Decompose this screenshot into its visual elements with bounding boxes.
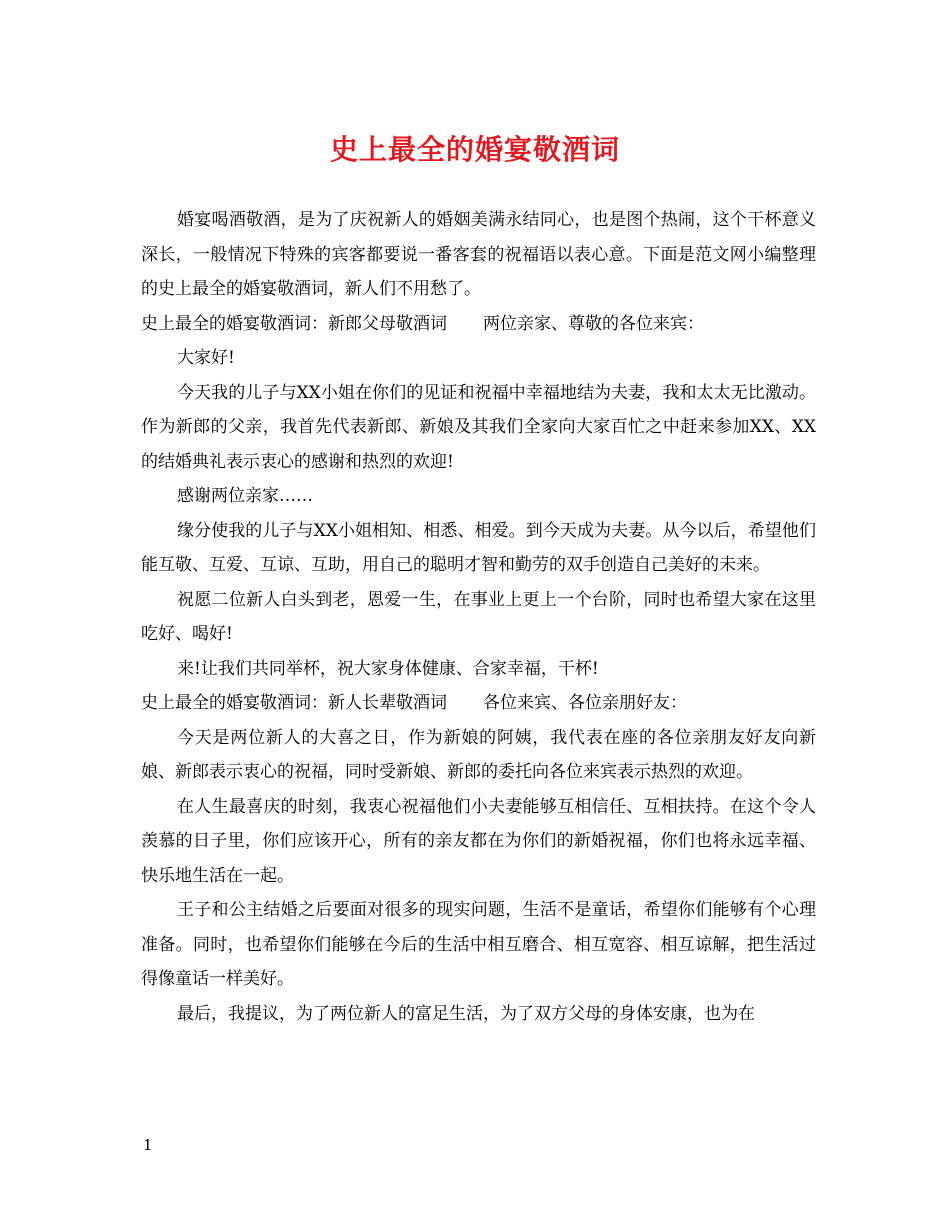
section-heading <box>141 686 816 721</box>
section-heading-salutation: 各位来宾、各位亲朋好友： <box>483 693 687 713</box>
document-title: 史上最全的婚宴敬酒词 <box>329 133 620 166</box>
paragraph: 最后，我提议，为了两位新人的富足生活，为了双方父母的身体安康，也为在 <box>177 1003 755 1024</box>
page-number: 1 <box>143 1136 153 1154</box>
section-heading <box>141 307 816 342</box>
paragraph: 王子和公主结婚之后要面对很多的现实问题，生活不是童话，希望你们能够有个心理准备。同时，也希望你们能够在今后的生活中相互磨合、相互宽容、相互谅解，把生活过得像童话一样美好。 <box>141 900 816 989</box>
paragraph: 来!让我们共同举杯，祝大家身体健康、合家幸福，干杯! <box>177 658 599 679</box>
section-heading-salutation: 两位亲家、尊敬的各位来宾： <box>483 313 704 334</box>
document-body <box>141 203 816 1031</box>
paragraph: 大家好! <box>177 348 235 368</box>
paragraph: 在人生最喜庆的时刻，我衷心祝福他们小夫妻能够互相信任、互相扶持。在这个令人羡慕的日子里，你们应该开心，所有的亲友都在为你们的新婚祝福，你们也将永远幸福、快乐地生活在一起。 <box>141 796 816 886</box>
paragraph: 婚宴喝酒敬酒，是为了庆祝新人的婚姻美满永结同心，也是图个热闹，这个干杯意义深长，一般情况下特殊的宾客都要说一番客套的祝福语以表心意。下面是范文网小编整理的史上最全的婚宴敬酒词，新人们不用愁了。 <box>141 210 816 299</box>
section-heading-title: 史上最全的婚宴敬酒词：新郎父母敬酒词 <box>141 313 447 334</box>
paragraph: 祝愿二位新人白头到老，恩爱一生，在事业上更上一个台阶，同时也希望大家在这里吃好、喝好! <box>141 589 816 644</box>
paragraph: 今天是两位新人的大喜之日，作为新娘的阿姨，我代表在座的各位亲朋友好友向新娘、新郎表示衷心的祝福，同时受新娘、新郎的委托向各位来宾表示热烈的欢迎。 <box>141 727 816 782</box>
paragraph: 感谢两位亲家…… <box>177 486 313 506</box>
paragraph: 缘分使我的儿子与XX小姐相知、相悉、相爱。到今天成为夫妻。从今以后，希望他们能互敬、互爱、互谅、互助，用自己的聪明才智和勤劳的双手创造自己美好的未来。 <box>141 520 816 575</box>
paragraph: 今天我的儿子与XX小姐在你们的见证和祝福中幸福地结为夫妻，我和太太无比激动。作为新郎的父亲，我首先代表新郎、新娘及其我们全家向大家百忙之中赶来参加XX、XX的结婚典礼表示衷心的感谢和热烈的欢迎! <box>141 382 816 472</box>
section-heading-title: 史上最全的婚宴敬酒词：新人长辈敬酒词 <box>141 693 447 713</box>
